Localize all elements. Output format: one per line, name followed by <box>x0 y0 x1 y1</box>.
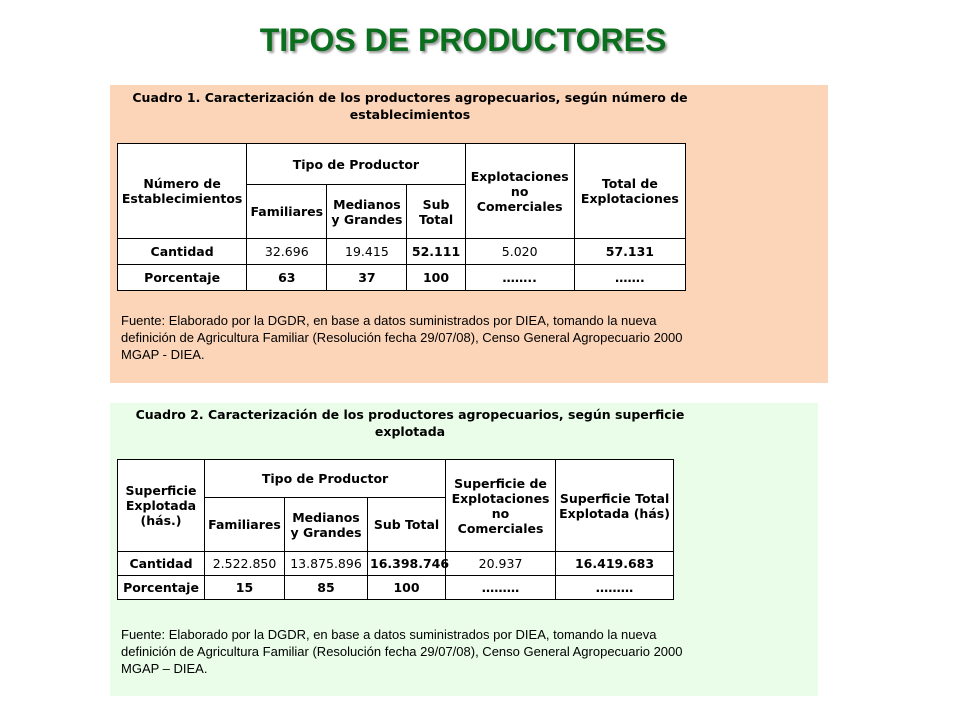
header-cell: Familiares <box>247 185 327 239</box>
table-cell: 19.415 <box>327 239 407 265</box>
header-cell: Sub Total <box>407 185 465 239</box>
header-cell: Familiares <box>205 498 285 552</box>
table-cell: 16.419.683 <box>556 552 674 576</box>
row-label: Cantidad <box>118 239 247 265</box>
table-cell: ……… <box>446 576 556 600</box>
cuadro-2-table <box>117 459 674 600</box>
cuadro-1-panel <box>110 85 828 383</box>
table-cell: 2.522.850 <box>205 552 285 576</box>
header-cell: Superficie de Explotaciones no Comerciales <box>446 460 556 552</box>
table-cell: 5.020 <box>465 239 574 265</box>
header-cell: Superficie Explotada (hás.) <box>118 460 205 552</box>
table-cell: 37 <box>327 265 407 291</box>
cuadro-2-caption: Cuadro 2. Caracterización de los productores agropecuarios, según superficie explotada <box>135 407 685 439</box>
header-cell: Tipo de Productor <box>205 460 446 498</box>
table-cell: 100 <box>368 576 446 600</box>
row-label: Cantidad <box>118 552 205 576</box>
table-cell: …….. <box>465 265 574 291</box>
table-cell: 13.875.896 <box>285 552 368 576</box>
table-cell: 52.111 <box>407 239 465 265</box>
table-cell: 15 <box>205 576 285 600</box>
table-cell: ……. <box>574 265 685 291</box>
table-cell: 16.398.746 <box>368 552 446 576</box>
header-cell: Explotaciones no Comerciales <box>465 144 574 239</box>
slide-title: TIPOS DE PRODUCTORES <box>259 22 667 58</box>
table-cell: 100 <box>407 265 465 291</box>
table-cell: ……… <box>556 576 674 600</box>
table-header-row <box>118 460 674 498</box>
table-row <box>118 239 686 265</box>
header-cell: Total de Explotaciones <box>574 144 685 239</box>
row-label: Porcentaje <box>118 265 247 291</box>
cuadro-1-caption: Cuadro 1. Caracterización de los productores agropecuarios, según número de establecimientos <box>132 90 688 122</box>
header-cell: Tipo de Productor <box>247 144 465 185</box>
cuadro-1-source: Fuente: Elaborado por la DGDR, en base a datos suministrados por DIEA, tomando la nueva definición de Agricultura Familiar (Resolución fecha 29/07/08), Censo General Agropecuario 2000 MGAP - DIEA. <box>121 313 683 362</box>
table-cell: 85 <box>285 576 368 600</box>
header-cell: Medianos y Grandes <box>327 185 407 239</box>
table-cell: 32.696 <box>247 239 327 265</box>
header-cell: Número de Establecimientos <box>118 144 247 239</box>
table-row <box>118 552 674 576</box>
table-cell: 20.937 <box>446 552 556 576</box>
table-row <box>118 265 686 291</box>
row-label: Porcentaje <box>118 576 205 600</box>
cuadro-2-source: Fuente: Elaborado por la DGDR, en base a datos suministrados por DIEA, tomando la nueva definición de Agricultura Familiar (Resolución fecha 29/07/08), Censo General Agropecuario 2000 MGAP – DIEA. <box>121 627 683 676</box>
header-cell: Sub Total <box>368 498 446 552</box>
cuadro-1-table <box>117 143 686 291</box>
table-cell: 57.131 <box>574 239 685 265</box>
table-row <box>118 576 674 600</box>
table-header-row <box>118 144 686 185</box>
header-cell: Superficie Total Explotada (hás) <box>556 460 674 552</box>
header-cell: Medianos y Grandes <box>285 498 368 552</box>
table-cell: 63 <box>247 265 327 291</box>
cuadro-2-panel <box>110 403 818 696</box>
